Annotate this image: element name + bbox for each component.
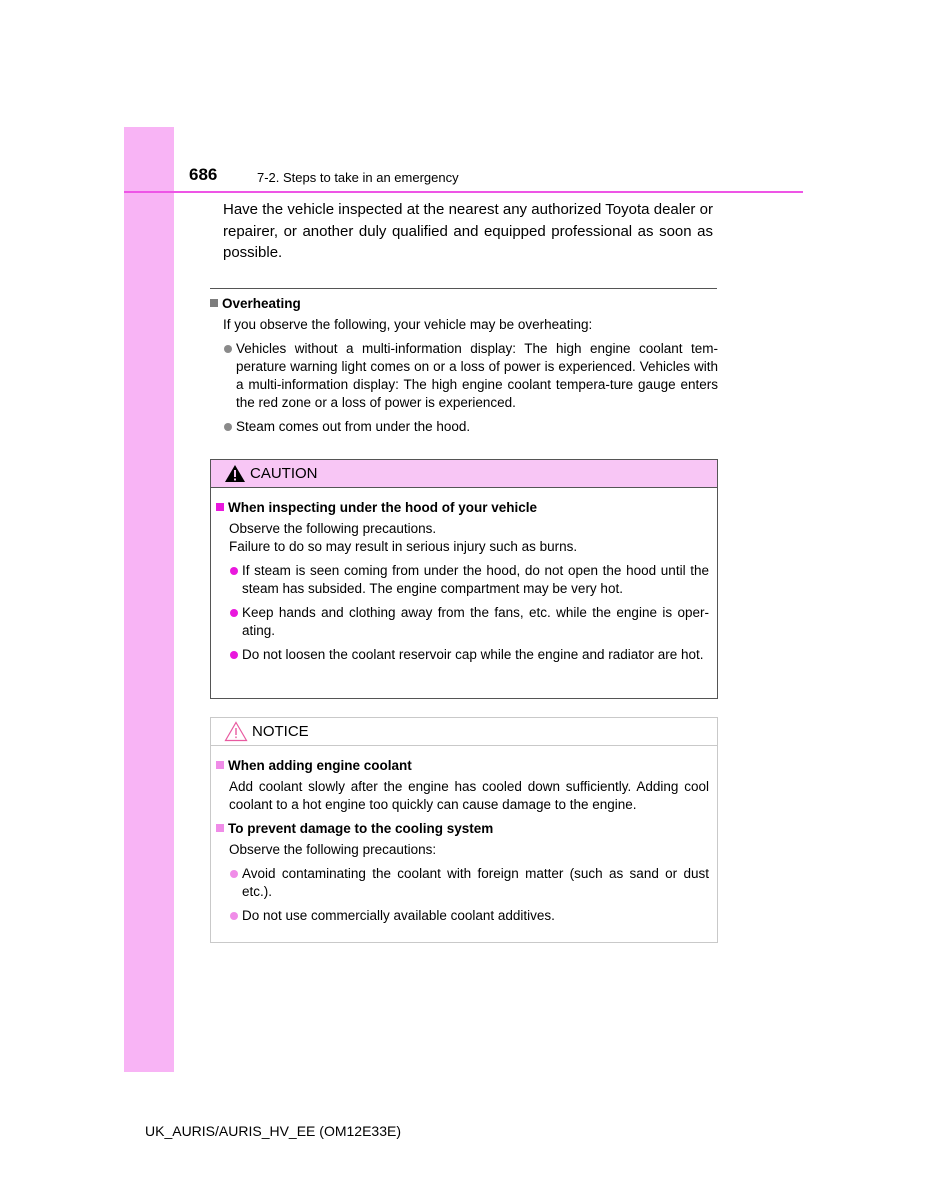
notice-triangle-icon	[224, 721, 248, 742]
caution-body	[211, 488, 717, 664]
page-number: 686	[189, 165, 218, 184]
notice-heading-1	[216, 757, 709, 775]
caution-title: When inspecting under the hood of your vehicle	[228, 500, 538, 515]
intro-paragraph: Have the vehicle inspected at the nearest any authorized Toyota dealer or repairer, or another duly qualified and equipped professional as soon as possible.	[223, 201, 713, 261]
list-item: Vehicles without a multi-information display: The high engine coolant tem-perature warning light comes on or a loss of power is experienced. Vehicles with a multi-information display: The high engine coolant tempera-ture gauge enters the red zone or a loss of power is experienced.	[223, 340, 718, 412]
divider	[210, 288, 717, 289]
footer-code: UK_AURIS/AURIS_HV_EE (OM12E33E)	[145, 1123, 401, 1139]
notice-header	[211, 718, 717, 746]
notice-body	[211, 746, 717, 925]
bullet-icon	[230, 651, 238, 659]
list-item: If steam is seen coming from under the hood, do not open the hood until the steam has subsided. The engine compartment may be very hot.	[229, 562, 709, 598]
square-bullet-icon	[216, 503, 224, 511]
caution-line2: Failure to do so may result in serious injury such as burns.	[229, 539, 578, 554]
header-rule	[124, 191, 803, 193]
bullet-icon	[224, 423, 232, 431]
caution-label: CAUTION	[250, 464, 318, 482]
overheating-lead: If you observe the following, your vehicle may be overheating:	[223, 317, 593, 332]
notice-title-1: When adding engine coolant	[228, 758, 412, 773]
notice-text-2: Observe the following precautions:	[229, 842, 437, 857]
caution-line1: Observe the following precautions.	[229, 521, 437, 536]
bullet-icon	[230, 567, 238, 575]
caution-box	[210, 459, 718, 699]
notice-label: NOTICE	[252, 722, 309, 740]
notice-text-1: Add coolant slowly after the engine has cooled down sufficiently. Adding cool coolant to a hot engine too quickly can cause damage to the engine.	[229, 779, 709, 812]
caution-heading	[216, 499, 709, 517]
list-item: Keep hands and clothing away from the fans, etc. while the engine is oper-ating.	[229, 604, 709, 640]
notice-heading-2	[216, 820, 709, 838]
list-item: Do not loosen the coolant reservoir cap while the engine and radiator are hot.	[229, 646, 709, 664]
square-bullet-icon	[216, 761, 224, 769]
list-item: Do not use commercially available coolant additives.	[229, 907, 709, 925]
notice-list	[216, 865, 709, 925]
list-item: Avoid contaminating the coolant with foreign matter (such as sand or dust etc.).	[229, 865, 709, 901]
bullet-icon	[224, 345, 232, 353]
side-tab	[124, 127, 174, 1072]
bullet-icon	[230, 609, 238, 617]
overheating-section	[210, 295, 718, 442]
section-title: 7-2. Steps to take in an emergency	[257, 170, 459, 185]
caution-list	[216, 562, 709, 664]
square-bullet-icon	[216, 824, 224, 832]
list-item: Steam comes out from under the hood.	[223, 418, 718, 436]
warning-triangle-icon	[224, 464, 246, 483]
notice-title-2: To prevent damage to the cooling system	[228, 821, 494, 836]
square-bullet-icon	[210, 299, 218, 307]
notice-box	[210, 717, 718, 943]
bullet-icon	[230, 870, 238, 878]
overheating-title: Overheating	[222, 296, 301, 311]
caution-header	[211, 460, 717, 488]
overheating-list	[210, 340, 718, 436]
bullet-icon	[230, 912, 238, 920]
overheating-heading	[210, 295, 718, 313]
